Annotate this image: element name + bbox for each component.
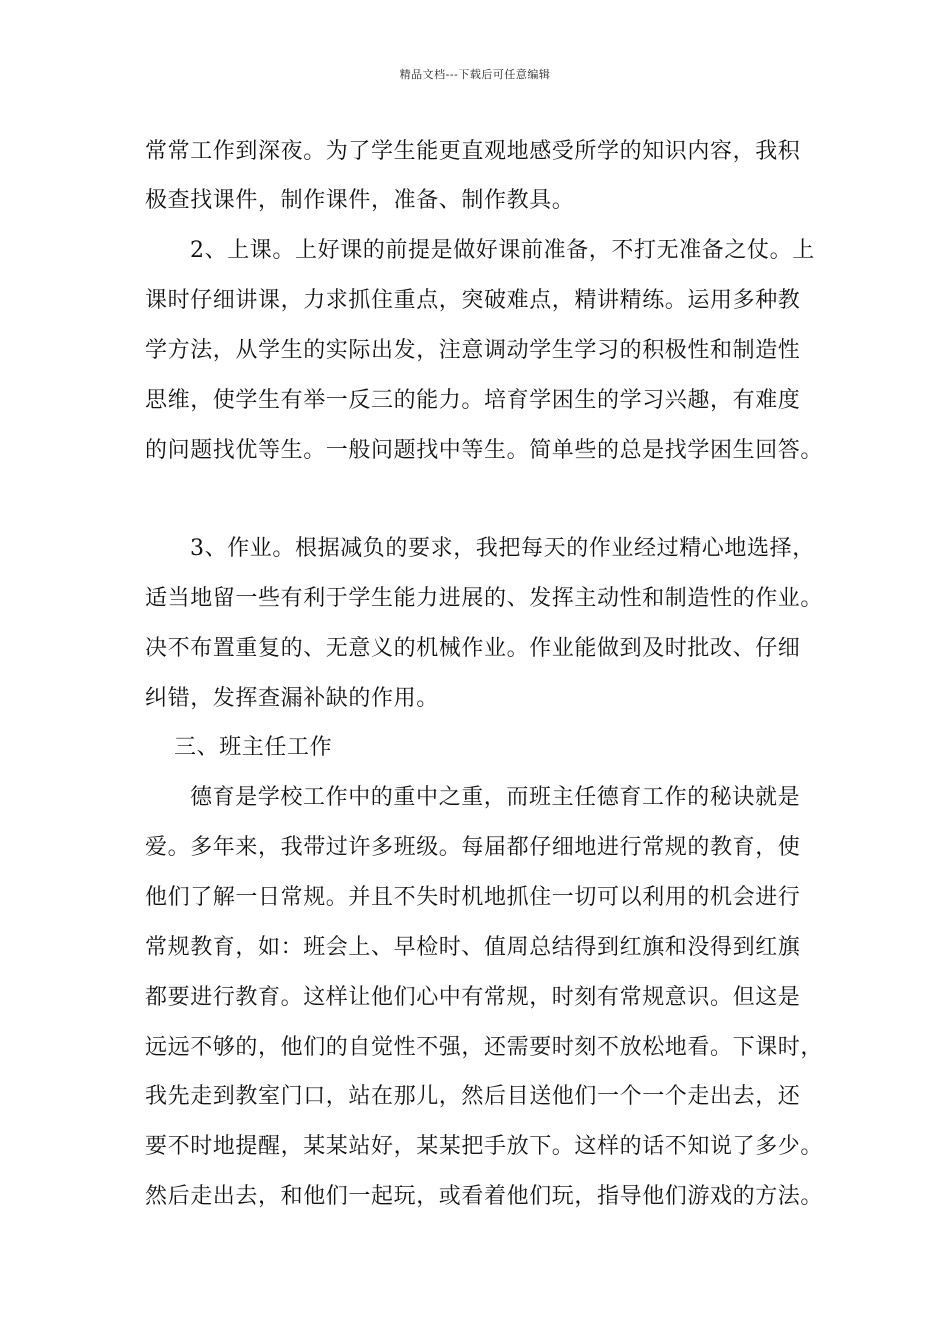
text-line: 爱。多年来，我带过许多班级。每届都仔细地进行常规的教育，使 [145,835,801,860]
text-line: 他们了解一日常规。并且不失时机地抓住一切可以利用的机会进行 [145,885,801,910]
text-line: 2、上课。上好课的前提是做好课前准备，不打无准备之仗。上 [190,238,815,263]
text-line: 适当地留一些有利于学生能力进展的、发挥主动性和制造性的作业。 [145,586,824,611]
text-line: 都要进行教育。这样让他们心中有常规，时刻有常规意识。但这是 [145,985,801,1010]
text-line: 我先走到教室门口，站在那儿，然后目送他们一个一个走出去，还 [145,1084,801,1109]
text-line: 远远不够的，他们的自觉性不强，还需要时刻不放松地看。下课时， [145,1035,824,1060]
text-line: 常规教育，如：班会上、早检时、值周总结得到红旗和没得到红旗 [145,935,801,960]
text-line: 常常工作到深夜。为了学生能更直观地感受所学的知识内容，我积 [145,139,801,164]
page-header: 精品文档---下载后可任意编辑 [399,68,551,81]
text-line: 德育是学校工作中的重中之重，而班主任德育工作的秘诀就是 [190,785,801,810]
text-line: 然后走出去，和他们一起玩，或看着他们玩，指导他们游戏的方法。 [145,1184,824,1209]
text-line: 要不时地提醒，某某站好，某某把手放下。这样的话不知说了多少。 [145,1134,824,1159]
section-heading: 三、班主任工作 [174,735,333,760]
text-line: 决不布置重复的、无意义的机械作业。作业能做到及时批改、仔细 [145,636,801,661]
text-line: 学方法，从学生的实际出发，注意调动学生学习的积极性和制造性 [145,338,801,363]
text-line: 极查找课件，制作课件，准备、制作教具。 [145,188,575,213]
text-line: 课时仔细讲课，力求抓住重点，突破难点，精讲精练。运用多种教 [145,288,801,313]
text-line: 3、作业。根据减负的要求，我把每天的作业经过精心地选择， [190,536,815,561]
text-line: 的问题找优等生。一般问题找中等生。简单些的总是找学困生回答。 [145,438,824,463]
text-line: 纠错，发挥查漏补缺的作用。 [145,686,439,711]
text-line: 思维，使学生有举一反三的能力。培育学困生的学习兴趣，有难度 [145,388,801,413]
